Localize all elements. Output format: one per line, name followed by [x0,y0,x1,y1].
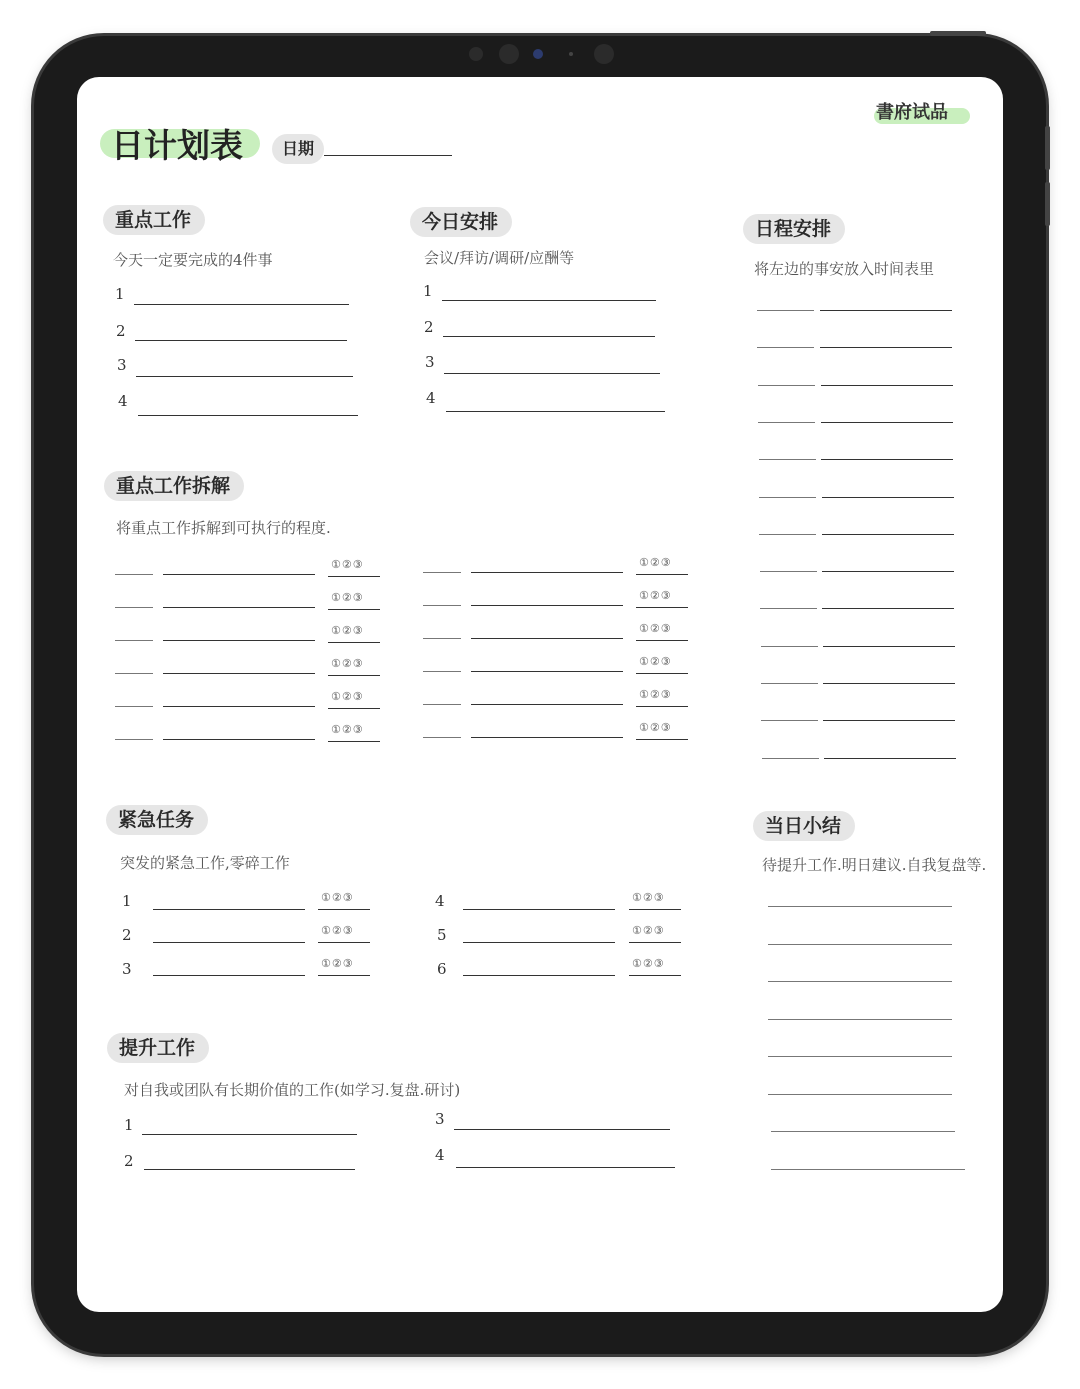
breakdown-time-line[interactable] [423,605,461,606]
list-number: 3 [425,353,435,371]
time-slot-line[interactable] [759,497,816,498]
today-schedule-line[interactable] [444,373,660,374]
breakdown-time-line[interactable] [115,640,153,641]
proximity-sensor-icon [594,44,614,64]
summary-desc: 待提升工作.明日建议.自我复盘等. [762,856,987,874]
urgent-task-line[interactable] [153,975,305,976]
time-slot-line[interactable] [761,646,818,647]
camera-icon [499,44,519,64]
breakdown-time-line[interactable] [423,704,461,705]
priority-underline [636,574,688,575]
urgent-task-line[interactable] [153,909,305,910]
priority-underline [318,975,370,976]
task-slot-line[interactable] [822,534,954,535]
priority-underline [636,739,688,740]
summary-line[interactable] [771,1169,965,1170]
priority-underline [629,975,681,976]
priority-underline [328,642,380,643]
camera-lens-icon [533,49,543,59]
task-slot-line[interactable] [822,497,954,498]
urgent-task-line[interactable] [463,942,615,943]
important-work-line[interactable] [134,304,349,305]
breakdown-task-line[interactable] [471,737,623,738]
priority-underline [636,706,688,707]
summary-line[interactable] [768,906,952,907]
important-work-line[interactable] [138,415,358,416]
today-schedule-desc: 会议/拜访/调研/应酬等 [424,249,575,267]
breakdown-task-line[interactable] [471,671,623,672]
breakdown-time-line[interactable] [115,574,153,575]
list-number: 4 [118,392,128,410]
breakdown-time-line[interactable] [115,706,153,707]
list-number: 4 [435,892,445,910]
priority-marks: ①②③ [321,957,354,970]
breakdown-task-line[interactable] [471,638,623,639]
breakdown-time-line[interactable] [423,572,461,573]
priority-marks: ①②③ [331,690,364,703]
urgent-heading: 紧急任务 [106,805,208,835]
improve-heading: 提升工作 [107,1033,209,1063]
top-button [930,31,986,36]
improve-line[interactable] [142,1134,357,1135]
summary-heading: 当日小结 [753,811,855,841]
list-number: 2 [116,322,126,340]
priority-marks: ①②③ [321,891,354,904]
timeline-heading: 日程安排 [743,214,845,244]
priority-underline [636,607,688,608]
task-slot-line[interactable] [824,758,956,759]
task-slot-line[interactable] [822,571,954,572]
priority-marks: ①②③ [639,556,672,569]
priority-marks: ①②③ [331,657,364,670]
time-slot-line[interactable] [759,534,816,535]
priority-underline [328,609,380,610]
task-slot-line[interactable] [821,385,953,386]
summary-line[interactable] [768,1094,952,1095]
time-slot-line[interactable] [757,347,814,348]
breakdown-time-line[interactable] [423,638,461,639]
priority-marks: ①②③ [331,624,364,637]
summary-line[interactable] [768,1019,952,1020]
task-slot-line[interactable] [823,683,955,684]
time-slot-line[interactable] [761,720,818,721]
summary-line[interactable] [768,1056,952,1057]
list-number: 4 [426,389,436,407]
brand-logo: 書府试品 [876,102,948,123]
today-schedule-line[interactable] [446,411,665,412]
time-slot-line[interactable] [758,422,815,423]
breakdown-task-line[interactable] [471,704,623,705]
important-work-line[interactable] [136,376,353,377]
time-slot-line[interactable] [759,459,816,460]
task-slot-line[interactable] [821,459,953,460]
priority-underline [318,942,370,943]
improve-desc: 对自我或团队有长期价值的工作(如学习.复盘.研讨) [124,1081,461,1099]
breakdown-time-line[interactable] [115,607,153,608]
priority-underline [318,909,370,910]
volume-down-button [1045,182,1050,226]
list-number: 3 [435,1110,445,1128]
task-slot-line[interactable] [823,646,955,647]
breakdown-task-line[interactable] [163,706,315,707]
list-number: 4 [435,1146,445,1164]
breakdown-task-line[interactable] [163,673,315,674]
important-work-line[interactable] [135,340,347,341]
important-work-heading: 重点工作 [103,205,205,235]
task-slot-line[interactable] [820,347,952,348]
date-label: 日期 [272,134,324,164]
list-number: 6 [437,960,447,978]
time-slot-line[interactable] [762,758,819,759]
time-slot-line[interactable] [758,385,815,386]
priority-marks: ①②③ [639,688,672,701]
task-slot-line[interactable] [823,720,955,721]
priority-marks: ①②③ [331,591,364,604]
urgent-desc: 突发的紧急工作,零碎工作 [120,854,290,872]
task-slot-line[interactable] [820,310,952,311]
breakdown-task-line[interactable] [163,739,315,740]
urgent-task-line[interactable] [463,909,615,910]
list-number: 3 [117,356,127,374]
priority-underline [629,942,681,943]
breakdown-time-line[interactable] [423,737,461,738]
list-number: 1 [115,285,125,303]
priority-underline [636,673,688,674]
breakdown-task-line[interactable] [163,640,315,641]
breakdown-task-line[interactable] [471,572,623,573]
list-number: 5 [437,926,447,944]
list-number: 1 [124,1116,134,1134]
list-number: 1 [122,892,132,910]
priority-marks: ①②③ [331,558,364,571]
time-slot-line[interactable] [760,571,817,572]
list-number: 3 [122,960,132,978]
date-input-line[interactable] [324,155,452,156]
today-schedule-line[interactable] [443,336,655,337]
sensor-icon [469,47,483,61]
summary-line[interactable] [768,981,952,982]
breakdown-heading: 重点工作拆解 [104,471,244,501]
priority-underline [328,576,380,577]
priority-marks: ①②③ [632,924,665,937]
list-number: 2 [122,926,132,944]
time-slot-line[interactable] [760,608,817,609]
summary-line[interactable] [771,1131,955,1132]
urgent-task-line[interactable] [463,975,615,976]
priority-underline [328,741,380,742]
priority-underline [328,675,380,676]
priority-marks: ①②③ [321,924,354,937]
today-schedule-heading: 今日安排 [410,207,512,237]
priority-marks: ①②③ [632,891,665,904]
improve-line[interactable] [144,1169,355,1170]
breakdown-task-line[interactable] [163,574,315,575]
priority-marks: ①②③ [632,957,665,970]
today-schedule-line[interactable] [442,300,656,301]
task-slot-line[interactable] [821,422,953,423]
breakdown-task-line[interactable] [471,605,623,606]
page-title: 日计划表 [111,126,243,165]
priority-underline [328,708,380,709]
breakdown-time-line[interactable] [423,671,461,672]
time-slot-line[interactable] [761,683,818,684]
list-number: 2 [424,318,434,336]
important-work-desc: 今天一定要完成的4件事 [113,251,273,269]
priority-underline [636,640,688,641]
volume-up-button [1045,126,1050,170]
priority-marks: ①②③ [639,589,672,602]
priority-marks: ①②③ [639,721,672,734]
breakdown-desc: 将重点工作拆解到可执行的程度. [116,519,331,537]
improve-line[interactable] [456,1167,675,1168]
list-number: 1 [423,282,433,300]
improve-line[interactable] [454,1129,670,1130]
urgent-task-line[interactable] [153,942,305,943]
list-number: 2 [124,1152,134,1170]
priority-marks: ①②③ [639,622,672,635]
breakdown-time-line[interactable] [115,673,153,674]
priority-marks: ①②③ [639,655,672,668]
breakdown-task-line[interactable] [163,607,315,608]
timeline-desc: 将左边的事安放入时间表里 [754,260,935,278]
breakdown-time-line[interactable] [115,739,153,740]
time-slot-line[interactable] [757,310,814,311]
summary-line[interactable] [768,944,952,945]
priority-marks: ①②③ [331,723,364,736]
task-slot-line[interactable] [822,608,954,609]
priority-underline [629,909,681,910]
sensor-dot-icon [569,52,573,56]
